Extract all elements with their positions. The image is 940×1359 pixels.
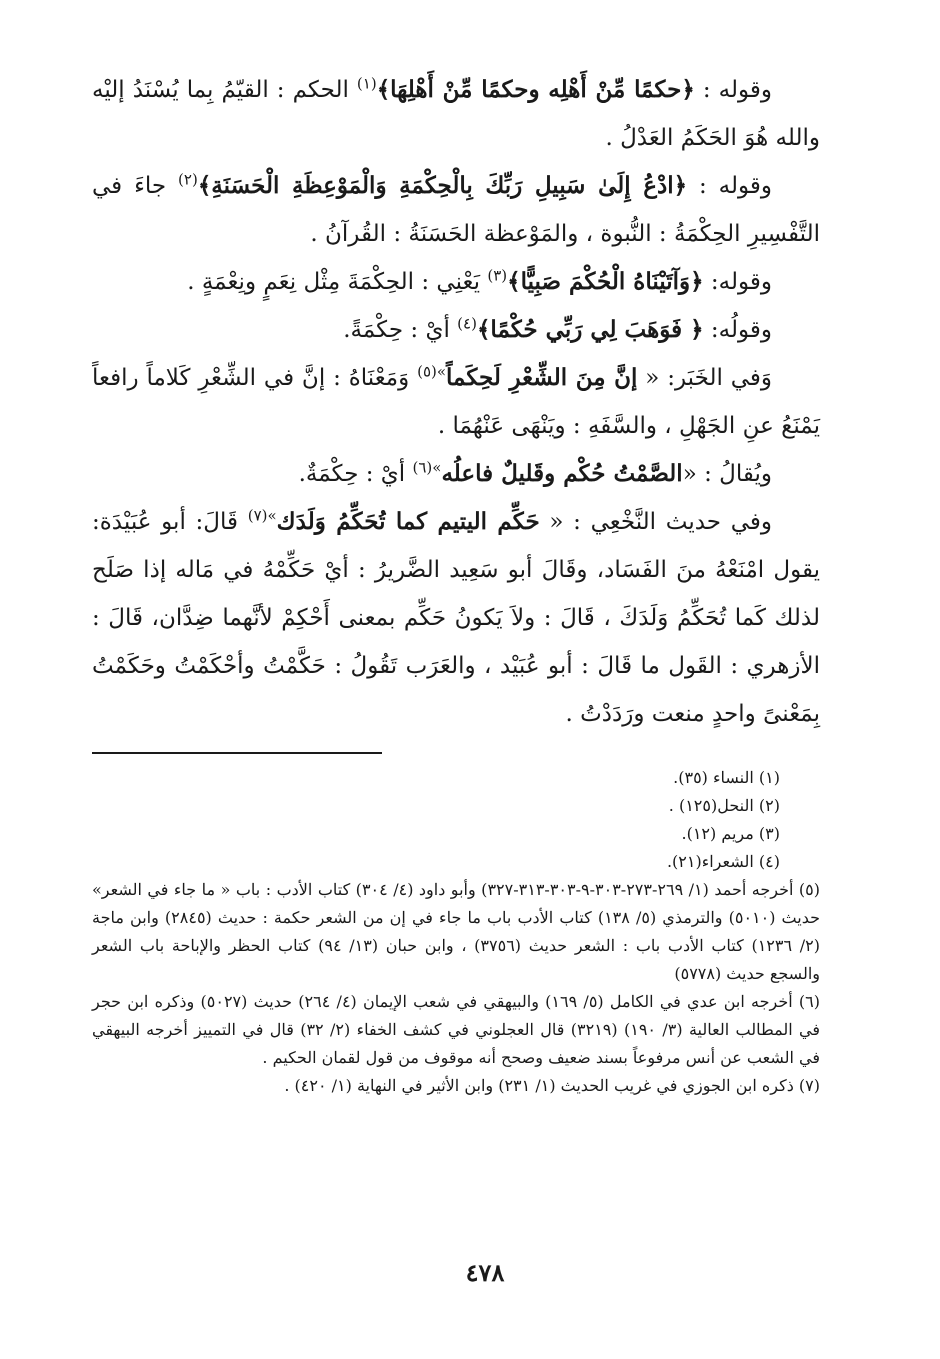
paragraph-3-body: يَعْنِي : الحِكْمَةَ مِثْل نِعَمٍ ونِعْمَةٍ . [187, 269, 488, 295]
quran-quote-2: ﴿ادْعُ إِلَىٰ سَبِيلِ رَبِّكَ بِالْحِكْمَةِ وَالْمَوْعِظَةِ الْحَسَنَةِ﴾ [197, 172, 688, 199]
footnote-7: (٧) ذكره ابن الجوزي في غريب الحديث (١/ ٢٣١) وابن الأثير في النهاية (١/ ٤٢٠) . [284, 1076, 820, 1095]
paragraph-6-intro: ويُقالُ : « [682, 461, 772, 487]
paragraph-4 [92, 306, 820, 354]
paragraph-7-intro: وفي حديث النَّخْعِي : « [539, 509, 772, 535]
footnote-ref-7: »(٧) [247, 506, 277, 525]
quran-quote-1: ﴿حكمًا مِّنْ أَهْلِه وحكمًا مِّنْ أَهْلِهَا﴾ [376, 76, 695, 103]
main-text [92, 66, 820, 738]
paragraph-2-intro: وقوله : [687, 173, 772, 199]
paragraph-1-intro: وقوله : [694, 77, 772, 103]
footnote-5: (٥) أخرجه أحمد (١/ ٢٦٩-٢٧٣-٣٠٣-٩-٣٠٣-٣١٣-٣٢٧) وأبو داود (٤/ ٣٠٤) كتاب الأدب : باب « ما جاء في الشعر» حديث (٥٠١٠) والترمذي (٥/ ١٣٨) كتاب الأدب باب ما جاء في إن من الشعر حكمة : حديث (٢٨٤٥) وابن ماجة (٢/ ١٢٣٦) كتاب الأدب باب : الشعر حديث (٣٧٥٦) ، وابن حبان (١٣/ ٩٤) كتاب الحظر والإباحة باب الشعر والسجع حديث (٥٧٧٨) [92, 880, 821, 983]
paragraph-1 [92, 66, 820, 162]
saying-quote-6: الصَّمْتُ حُكْم وقَليلٌ فاعلُه [441, 460, 683, 487]
footnote-ref-2: (٢) [178, 170, 198, 189]
footnote-ref-6: »(٦) [412, 458, 442, 477]
paragraph-4-body: أيْ : حِكْمَةً. [343, 317, 458, 343]
hadith-quote-7: حَكِّم اليتيم كما تُحَكِّمُ وَلَدَك [276, 508, 540, 535]
footnote-ref-3: (٣) [487, 266, 508, 285]
quran-quote-4: ﴿ فَوَهَبَ لِي رَبِّي حُكْمًا﴾ [476, 316, 704, 343]
paragraph-6-body: أيْ : حِكْمَةٌ. [298, 461, 413, 487]
paragraph-7-body: قَالَ: أبو عُبَيْدَة: يقول امْنَعْهُ منَ الفَسَاد، وقَالَ أبو سَعِيد الضَّريرُ : أيْ حَكِّمْهُ في مَاله إذا صَلَح لذلك كَما تُحَكِّمُ وَلَدَكَ ، قَالَ : ولاَ يَكونُ حَكِّم بمعنى أَحْكِمْ لأنَّهما ضِدَّان، قَالَ : الأزهري : القَول ما قَالَ : أبو عُبَيْد ، والعَرَب تَقُولُ : حَكَّمْتُ وأحْكَمْتُ وحَكَمْتُ بِمَعْنىً واحدٍ منعت ورَدَدْتُ . [92, 509, 820, 727]
footnote-2: (٢) النحل(١٢٥) . [668, 796, 780, 815]
paragraph-7 [92, 498, 820, 738]
footnote-ref-1: (١) [356, 74, 377, 93]
paragraph-4-intro: وقولُه: [703, 317, 772, 343]
paragraph-5-body: وَمَعْنَاهُ : إنَّ في الشِّعْرِ كَلاماً رافعاً يَمْنَعُ عنِ الجَهْلِ ، والسَّفَهِ : ويَنْهَى عَنْهُمَا . [92, 365, 820, 439]
footnote-ref-5: »(٥) [417, 362, 447, 381]
paragraph-6 [92, 450, 820, 498]
paragraph-5 [92, 354, 820, 450]
footnote-1: (١) النساء (٣٥). [673, 768, 780, 787]
paragraph-3-intro: وقوله: [703, 269, 772, 295]
paragraph-2-body: جاءَ في التَّفْسِيرِ الحِكْمَةُ : النُّبوة ، والمَوْعظة الحَسَنَةُ : القُرآنُ . [92, 173, 820, 247]
footnote-6: (٦) أخرجه ابن عدي في الكامل (٥/ ١٦٩) والبيهقي في شعب الإيمان (٤/ ٢٦٤) حديث (٥٠٢٧) وذكره ابن حجر في المطالب العالية (٣/ ١٩٠) (٣٢١٩) قال العجلوني في كشف الخفاء (٢/ ٣٢) قال في التمييز أخرجه البيهقي في الشعب عن أنس مرفوعاً بسند ضعيف وصحح أنه موقوف من قول لقمان الحكيم . [92, 992, 821, 1067]
footnotes [92, 764, 820, 1100]
paragraph-3 [92, 258, 820, 306]
paragraph-5-intro: وَفي الخَبَر: « [637, 365, 772, 391]
paragraph-2 [92, 162, 820, 258]
footnote-3: (٣) مريم (١٢). [681, 824, 780, 843]
footnote-divider [92, 752, 382, 754]
footnote-4: (٤) الشعراء(٢١). [666, 852, 780, 871]
footnote-ref-4: (٤) [457, 314, 477, 333]
page-number: ٤٧٨ [465, 1258, 505, 1287]
hadith-quote-5: إنَّ مِنَ الشِّعْرِ لَحِكَماً [446, 364, 638, 391]
paragraph-1-body: الحكم : القيّمُ بِما يُسْنَدُ إليْه والله هُوَ الحَكَمُ العَدْلُ . [92, 77, 820, 151]
quran-quote-3: ﴿وَآتَيْنَاهُ الْحُكْمَ صَبِيًّا﴾ [507, 268, 704, 295]
